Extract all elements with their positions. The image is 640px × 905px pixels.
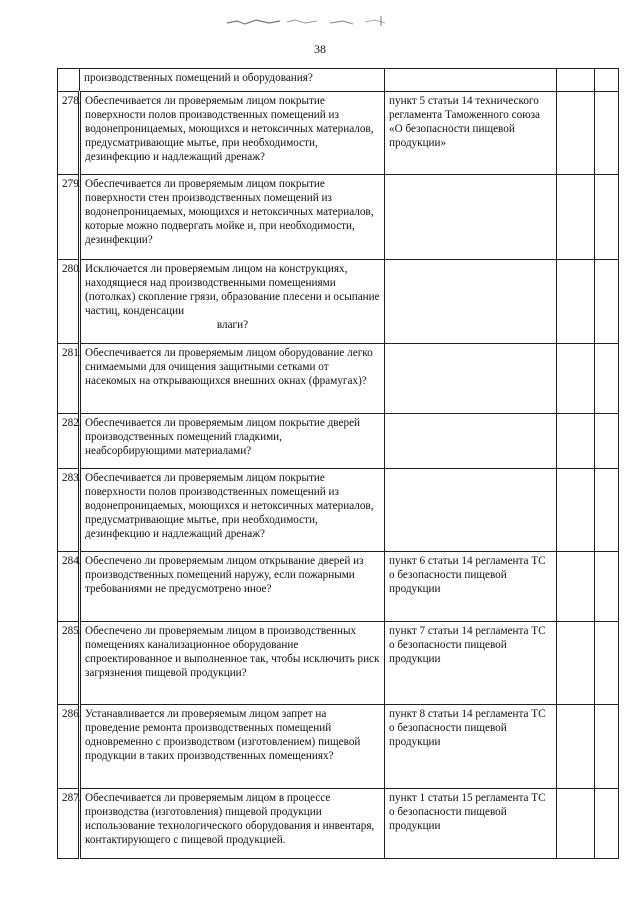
answer-cell bbox=[557, 469, 595, 552]
row-number bbox=[58, 69, 80, 92]
note-cell bbox=[595, 789, 619, 859]
table-row bbox=[58, 789, 619, 859]
table-row bbox=[58, 92, 619, 175]
answer-cell bbox=[557, 414, 595, 469]
question-text: Обеспечивается ли проверяемым лицом покрытие дверей производственных помещений гладкими, неабсорбирующими материалами? bbox=[80, 414, 385, 469]
note-cell bbox=[595, 260, 619, 344]
note-cell bbox=[595, 552, 619, 622]
scan-artifact-marks bbox=[225, 14, 395, 28]
table-row bbox=[58, 260, 619, 344]
answer-cell bbox=[557, 705, 595, 789]
reference-text: пункт 6 статьи 14 регламента ТС о безопасности пищевой продукции bbox=[385, 552, 557, 622]
question-text: Обеспечивается ли проверяемым лицом покрытие поверхности полов производственных помещений из водонепроницаемых, моющихся и нетоксичных материалов, предусматривающие мытье, при необходимости, дезинфекцию и надлежащий дренаж? bbox=[80, 92, 385, 175]
reference-text bbox=[385, 69, 557, 92]
table-row bbox=[58, 469, 619, 552]
answer-cell bbox=[557, 260, 595, 344]
note-cell bbox=[595, 414, 619, 469]
note-cell bbox=[595, 69, 619, 92]
question-text: Обеспечивается ли проверяемым лицом покрытие поверхности стен производственных помещений из водонепроницаемых, моющихся и нетоксичных материалов, которые можно подвергать мойке и, при необходимости, дезинфекции? bbox=[80, 175, 385, 260]
question-text: Обеспечено ли проверяемым лицом в производственных помещениях канализационное оборудование спроектированное и выполненное так, чтобы исключить риск загрязнения пищевой продукции? bbox=[80, 622, 385, 705]
reference-text: пункт 8 статьи 14 регламента ТС о безопасности пищевой продукции bbox=[385, 705, 557, 789]
note-cell bbox=[595, 344, 619, 414]
table-row bbox=[58, 175, 619, 260]
reference-text bbox=[385, 175, 557, 260]
note-cell bbox=[595, 622, 619, 705]
question-text: Обеспечивается ли проверяемым лицом покрытие поверхности полов производственных помещений из водонепроницаемых, моющихся и нетоксичных материалов, предусматривающие мытье, при необходимости, дезинфекцию и надлежащий дренаж? bbox=[80, 469, 385, 552]
note-cell bbox=[595, 705, 619, 789]
row-number: 284. bbox=[58, 552, 80, 622]
answer-cell bbox=[557, 622, 595, 705]
table-row bbox=[58, 344, 619, 414]
checklist-table bbox=[57, 68, 619, 859]
answer-cell bbox=[557, 344, 595, 414]
table-row bbox=[58, 705, 619, 789]
answer-cell bbox=[557, 69, 595, 92]
question-text-end: влаги? bbox=[216, 319, 249, 331]
answer-cell bbox=[557, 175, 595, 260]
table-row bbox=[58, 414, 619, 469]
row-number: 285. bbox=[58, 622, 80, 705]
table-row bbox=[58, 622, 619, 705]
table-row bbox=[58, 552, 619, 622]
note-cell bbox=[595, 92, 619, 175]
reference-text bbox=[385, 414, 557, 469]
question-text: Обеспечивается ли проверяемым лицом оборудование легко снимаемыми для очищения защитными сетками от насекомых на открывающихся внешних окнах (фрамугах)? bbox=[80, 344, 385, 414]
question-text: производственных помещений и оборудования? bbox=[80, 69, 385, 92]
reference-text: пункт 1 статьи 15 регламента ТС о безопасности пищевой продукции bbox=[385, 789, 557, 859]
reference-text bbox=[385, 344, 557, 414]
row-number: 278. bbox=[58, 92, 80, 175]
row-number: 281. bbox=[58, 344, 80, 414]
note-cell bbox=[595, 469, 619, 552]
answer-cell bbox=[557, 552, 595, 622]
question-text bbox=[80, 260, 385, 344]
table-row bbox=[58, 69, 619, 92]
question-text-main: Исключается ли проверяемым лицом на конструкциях, находящиеся над производственными помещениями (потолках) скопление грязи, образование плесени и осыпание частиц, конденсации bbox=[85, 263, 380, 317]
note-cell bbox=[595, 175, 619, 260]
reference-text: пункт 5 статьи 14 технического регламента Таможенного союза «О безопасности пищевой продукции» bbox=[385, 92, 557, 175]
reference-text bbox=[385, 260, 557, 344]
answer-cell bbox=[557, 789, 595, 859]
reference-text: пункт 7 статьи 14 регламента ТС о безопасности пищевой продукции bbox=[385, 622, 557, 705]
question-text: Устанавливается ли проверяемым лицом запрет на проведение ремонта производственных помещений одновременно с производством (изготовлением) пищевой продукции в таких производственных помещениях? bbox=[80, 705, 385, 789]
row-number: 279. bbox=[58, 175, 80, 260]
row-number: 282. bbox=[58, 414, 80, 469]
row-number: 280. bbox=[58, 260, 80, 344]
row-number: 283. bbox=[58, 469, 80, 552]
page-number: 38 bbox=[314, 42, 326, 56]
row-number: 286. bbox=[58, 705, 80, 789]
answer-cell bbox=[557, 92, 595, 175]
row-number: 287. bbox=[58, 789, 80, 859]
question-text: Обеспечено ли проверяемым лицом открывание дверей из производственных помещений наружу, если пожарными требованиями не предусмотрено иное? bbox=[80, 552, 385, 622]
question-text: Обеспечивается ли проверяемым лицом в процессе производства (изготовления) пищевой продукции использование технологического оборудования и инвентаря, контактирующего с пищевой продукцией. bbox=[80, 789, 385, 859]
reference-text bbox=[385, 469, 557, 552]
